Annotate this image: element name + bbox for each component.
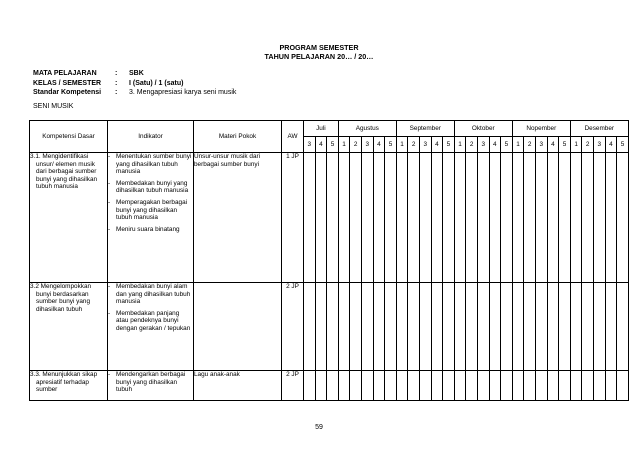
week-header: 5 [617, 137, 629, 153]
month-header: Desember [570, 121, 628, 137]
week-header: 2 [408, 137, 420, 153]
week-cell [385, 153, 397, 283]
indikator-item [108, 310, 193, 333]
week-cell [431, 283, 443, 371]
week-cell [547, 371, 559, 401]
week-cell [559, 371, 571, 401]
week-cell [559, 153, 571, 283]
week-cell [524, 371, 536, 401]
indikator-text: Menentukan sumber bunyi yang dihasilkan tubuh manusia [116, 153, 192, 176]
week-cell [617, 283, 629, 371]
month-header: September [396, 121, 454, 137]
week-cell [535, 371, 547, 401]
materi-cell: Lagu anak-anak [194, 371, 282, 401]
header-materi: Materi Pokok [194, 121, 282, 153]
week-cell [361, 153, 373, 283]
meta-row-standard [33, 88, 236, 98]
document-subtitle: TAHUN PELAJARAN 20… / 20… [264, 52, 374, 61]
week-cell [466, 283, 478, 371]
meta-colon: : [115, 89, 118, 97]
week-cell [477, 371, 489, 401]
week-header: 5 [559, 137, 571, 153]
week-cell [501, 283, 513, 371]
meta-key: Standar Kompetensi [33, 89, 102, 97]
week-cell [350, 153, 362, 283]
bullet-dash: - [108, 198, 111, 206]
week-header: 3 [361, 137, 373, 153]
header-aw: AW [282, 121, 304, 153]
week-header: 5 [501, 137, 513, 153]
week-cell [605, 153, 617, 283]
week-cell [304, 153, 316, 283]
week-cell [512, 283, 524, 371]
indikator-text: Membedakan bunyi alam dan yang dihasilkan tubuh manusia [116, 283, 191, 306]
week-cell [605, 371, 617, 401]
week-cell [338, 371, 350, 401]
week-cell [304, 371, 316, 401]
table-row [30, 153, 629, 283]
indikator-text: Memperagakan berbagai bunyi yang dihasilkan tubuh manusia [116, 198, 188, 222]
month-header: Nopember [512, 121, 570, 137]
week-cell [443, 153, 455, 283]
week-cell [594, 371, 606, 401]
aw-cell: 1 JP [282, 153, 304, 283]
week-cell [454, 371, 466, 401]
week-cell [327, 153, 339, 283]
week-cell [524, 283, 536, 371]
kompetensi-cell [30, 153, 111, 283]
week-header: 4 [547, 137, 559, 153]
week-header: 2 [582, 137, 594, 153]
week-cell [466, 153, 478, 283]
aw-cell: 2 JP [282, 283, 304, 371]
week-cell [419, 283, 431, 371]
week-cell [361, 283, 373, 371]
meta-colon: : [115, 79, 118, 87]
meta-value: 3. Mengapresiasi karya seni musik [129, 89, 237, 97]
meta-row-subject [33, 69, 236, 79]
week-header: 1 [512, 137, 524, 153]
week-cell [605, 283, 617, 371]
kompetensi-cell [30, 371, 111, 401]
meta-row-class [33, 79, 236, 89]
meta-value: I (Satu) / 1 (satu) [129, 79, 184, 87]
semester-table [29, 120, 629, 401]
week-cell [373, 153, 385, 283]
indikator-cell [108, 371, 194, 401]
week-header: 4 [315, 137, 327, 153]
week-cell [466, 371, 478, 401]
week-header: 5 [385, 137, 397, 153]
week-cell [373, 283, 385, 371]
week-cell [350, 371, 362, 401]
indikator-text: Meniru suara binatang [116, 225, 180, 233]
indikator-item [108, 283, 193, 306]
week-header: 1 [396, 137, 408, 153]
week-header: 1 [338, 137, 350, 153]
week-cell [454, 153, 466, 283]
week-cell [547, 283, 559, 371]
week-cell [431, 371, 443, 401]
week-cell [489, 153, 501, 283]
week-cell [373, 371, 385, 401]
week-header: 2 [350, 137, 362, 153]
week-cell [570, 371, 582, 401]
week-cell [582, 283, 594, 371]
indikator-text: Membedakan panjang atau pendeknya bunyi dengan gerakan / tepukan [116, 309, 191, 332]
indikator-item [108, 226, 193, 234]
meta-value: SBK [129, 70, 144, 78]
week-cell [617, 371, 629, 401]
week-header: 1 [454, 137, 466, 153]
meta-key: MATA PELAJARAN [33, 70, 97, 78]
header-kompetensi: Kompetensi Dasar [30, 121, 108, 153]
week-header: 3 [535, 137, 547, 153]
bullet-dash: - [108, 283, 111, 290]
week-cell [582, 371, 594, 401]
week-cell [512, 153, 524, 283]
meta-colon: : [115, 70, 118, 78]
month-header: Oktober [454, 121, 512, 137]
section-label: SENI MUSIK [33, 103, 74, 110]
week-cell [582, 153, 594, 283]
indikator-item [108, 199, 193, 222]
week-cell [385, 283, 397, 371]
month-header: Juli [304, 121, 339, 137]
week-cell [617, 153, 629, 283]
indikator-item [108, 153, 193, 176]
week-cell [443, 371, 455, 401]
bullet-dash: - [108, 371, 111, 378]
bullet-dash: - [108, 225, 111, 233]
bullet-dash: - [108, 309, 111, 317]
week-cell [396, 283, 408, 371]
week-header: 1 [570, 137, 582, 153]
week-cell [512, 371, 524, 401]
week-cell [477, 153, 489, 283]
week-cell [315, 371, 327, 401]
week-header: 2 [524, 137, 536, 153]
indikator-list [108, 371, 193, 394]
materi-cell [194, 283, 282, 371]
week-cell [315, 153, 327, 283]
week-cell [396, 153, 408, 283]
week-cell [501, 371, 513, 401]
week-cell [431, 153, 443, 283]
week-cell [419, 371, 431, 401]
materi-cell: Unsur-unsur musik dari berbagai sumber bunyi [194, 153, 282, 283]
week-header: 3 [477, 137, 489, 153]
kompetensi-text: 3.2 Mengelompokkan bunyi berdasarkan sumber bunyi yang dihasilkan tubuh [30, 283, 92, 313]
indikator-list [108, 153, 193, 233]
header-indikator: Indikator [108, 121, 194, 153]
week-cell [315, 283, 327, 371]
week-cell [327, 371, 339, 401]
week-header: 5 [327, 137, 339, 153]
page-number: 59 [315, 424, 323, 431]
week-cell [408, 153, 420, 283]
week-cell [594, 283, 606, 371]
week-cell [408, 283, 420, 371]
week-cell [304, 283, 316, 371]
week-header: 3 [304, 137, 316, 153]
indikator-cell [108, 153, 194, 283]
week-cell [350, 283, 362, 371]
week-cell [338, 283, 350, 371]
week-cell [594, 153, 606, 283]
week-cell [396, 371, 408, 401]
document-title: PROGRAM SEMESTER [279, 43, 359, 52]
week-header: 3 [419, 137, 431, 153]
week-header: 4 [489, 137, 501, 153]
week-header: 4 [431, 137, 443, 153]
bullet-dash: - [108, 179, 111, 187]
kompetensi-cell [30, 283, 111, 371]
week-cell [338, 153, 350, 283]
week-cell [570, 153, 582, 283]
aw-cell: 2 JP [282, 371, 304, 401]
indikator-list [108, 283, 193, 333]
week-cell [443, 283, 455, 371]
week-cell [570, 283, 582, 371]
indikator-cell [108, 283, 194, 371]
meta-block [33, 69, 236, 98]
kompetensi-text: 3.1. Mengidentifikasi unsur/ elemen musik dari berbagai sumber bunyi yang dihasilkan tubuh manusia [30, 153, 98, 191]
week-header: 4 [605, 137, 617, 153]
indikator-item [108, 371, 193, 394]
week-cell [535, 153, 547, 283]
week-cell [419, 153, 431, 283]
week-cell [489, 283, 501, 371]
week-cell [408, 371, 420, 401]
week-header: 5 [443, 137, 455, 153]
week-cell [524, 153, 536, 283]
week-header: 4 [373, 137, 385, 153]
week-cell [547, 153, 559, 283]
week-cell [559, 283, 571, 371]
indikator-item [108, 180, 193, 195]
table-row [30, 371, 629, 401]
week-cell [385, 371, 397, 401]
kompetensi-text: 3.3. Menunjukkan sikap apresiatif terhadap sumber [30, 371, 98, 394]
week-header: 2 [466, 137, 478, 153]
indikator-text: Mendengarkan berbagai bunyi yang dihasilkan tubuh [116, 371, 186, 394]
week-cell [477, 283, 489, 371]
indikator-text: Membedakan bunyi yang dihasilkan tubuh manusia [116, 179, 189, 195]
week-cell [361, 371, 373, 401]
week-cell [501, 153, 513, 283]
week-cell [327, 283, 339, 371]
bullet-dash: - [108, 153, 111, 160]
week-cell [454, 283, 466, 371]
month-header: Agustus [338, 121, 396, 137]
week-header: 3 [594, 137, 606, 153]
table-row [30, 283, 629, 371]
meta-key: KELAS / SEMESTER [33, 79, 102, 87]
week-cell [489, 371, 501, 401]
week-cell [535, 283, 547, 371]
